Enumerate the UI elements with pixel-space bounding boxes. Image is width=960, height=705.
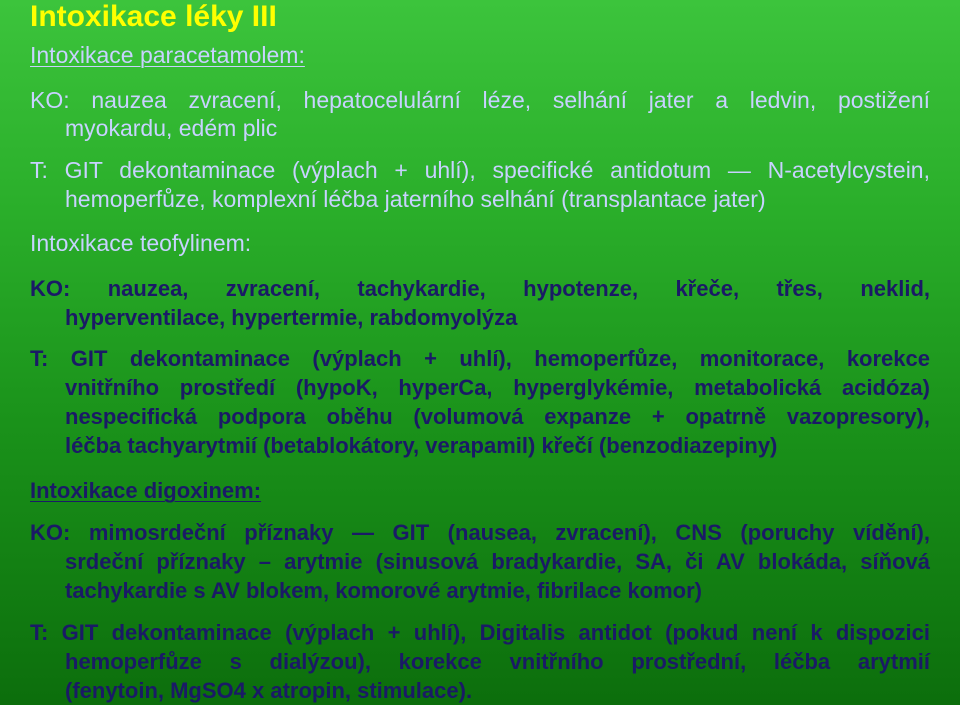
section-heading-digoxin: Intoxikace digoxinem: <box>30 478 262 503</box>
teofylin-t-line: T: GIT dekontaminace (výplach + uhlí), hemoperfůze, monitorace, korekce <box>30 346 930 371</box>
digoxin-ko-line: KO: mimosrdeční příznaky — GIT (nausea, zvracení), CNS (poruchy vídění), <box>30 520 930 545</box>
teofylin-ko-line: KO: nauzea, zvracení, tachykardie, hypotenze, křeče, třes, neklid, <box>30 276 930 301</box>
teofylin-ko-line: hyperventilace, hypertermie, rabdomyolýza <box>65 305 518 330</box>
paracetamol-t-line: hemoperfůze, komplexní léčba jaterního selhání (transplantace jater) <box>65 186 766 212</box>
digoxin-ko-line: tachykardie s AV blokem, komorové arytmie, fibrilace komor) <box>65 578 703 603</box>
section-heading-paracetamol: Intoxikace paracetamolem: <box>30 42 305 68</box>
slide-title: Intoxikace léky III <box>30 0 277 33</box>
section-heading-teofylin: Intoxikace teofylinem: <box>30 230 252 256</box>
digoxin-t-line: hemoperfůze s dialýzou), korekce vnitřního prostřední, léčba arytmií <box>65 649 930 674</box>
paracetamol-t-line: T: GIT dekontaminace (výplach + uhlí), specifické antidotum — N-acetylcystein, <box>30 157 930 183</box>
paracetamol-ko-line: KO: nauzea zvracení, hepatocelulární léze, selhání jater a ledvin, postižení <box>30 87 930 113</box>
paracetamol-ko-line: myokardu, edém plic <box>65 115 278 141</box>
teofylin-t-line: nespecifická podpora oběhu (volumová expanze + opatrně vazopresory), <box>65 404 930 429</box>
teofylin-t-line: vnitřního prostředí (hypoK, hyperCa, hyperglykémie, metabolická acidóza) <box>65 375 930 400</box>
digoxin-t-line: T: GIT dekontaminace (výplach + uhlí), Digitalis antidot (pokud není k dispozici <box>30 620 930 645</box>
digoxin-ko-line: srdeční příznaky – arytmie (sinusová bradykardie, SA, či AV blokáda, síňová <box>65 549 930 574</box>
teofylin-t-line: léčba tachyarytmií (betablokátory, verapamil) křečí (benzodiazepiny) <box>65 433 778 458</box>
digoxin-t-line: (fenytoin, MgSO4 x atropin, stimulace). <box>65 678 473 703</box>
